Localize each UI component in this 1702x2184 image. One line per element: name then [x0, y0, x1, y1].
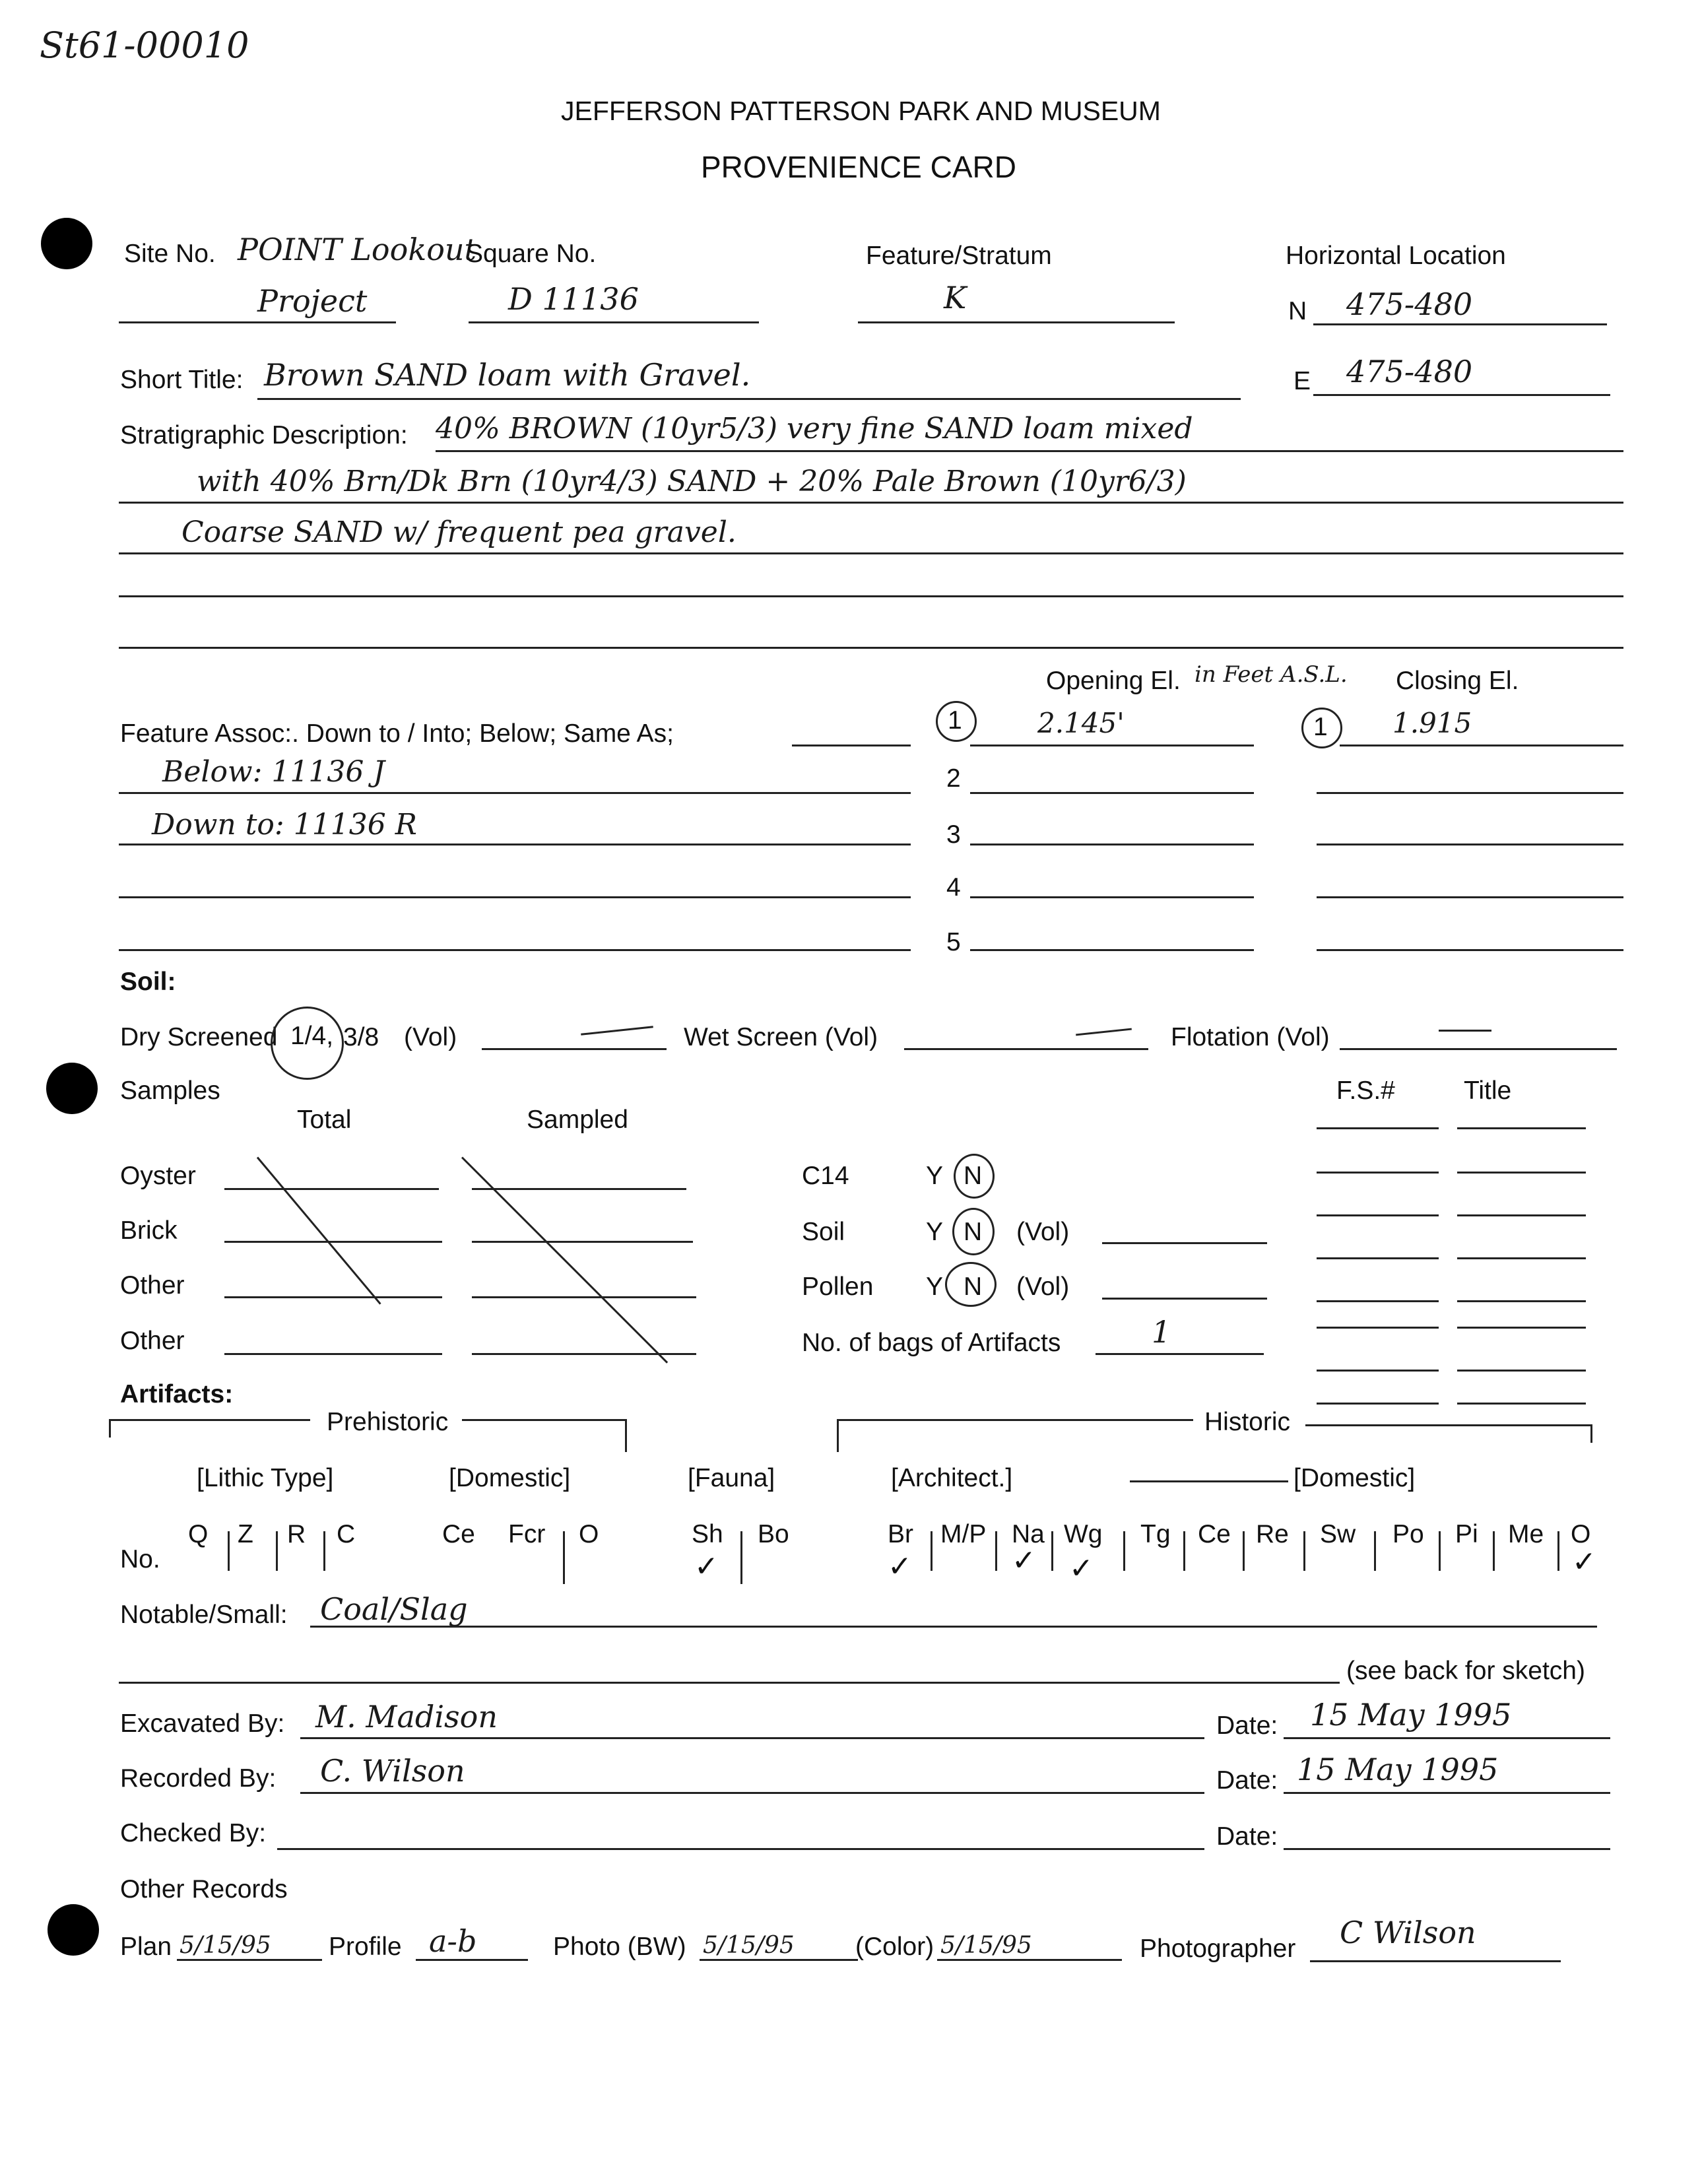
code-pi: Pi — [1455, 1520, 1478, 1548]
feature-line — [858, 321, 1175, 323]
wet-screen-label: Wet Screen (Vol) — [684, 1023, 878, 1051]
title-line-2 — [1457, 1214, 1586, 1216]
code-divider-15 — [1493, 1531, 1495, 1571]
checked-line — [277, 1848, 1204, 1850]
pollen-label: Pollen — [802, 1273, 874, 1301]
punch-hole-top — [41, 218, 92, 269]
short-title-label: Short Title: — [120, 366, 244, 394]
date-label-3: Date: — [1216, 1822, 1278, 1851]
wet-vol-dash — [1076, 1028, 1132, 1036]
opening-el-1-value[interactable]: 2.145' — [1037, 707, 1125, 739]
prehistoric-bracket-right — [462, 1419, 627, 1421]
fs-line-3 — [1317, 1257, 1439, 1259]
short-title-value[interactable]: Brown SAND loam with Gravel. — [264, 357, 751, 393]
brick-sampled-line — [472, 1241, 693, 1243]
flotation-line — [1340, 1048, 1617, 1050]
code-divider-12 — [1303, 1531, 1305, 1571]
feature-assoc-rule-3 — [119, 896, 911, 898]
square-line — [469, 321, 759, 323]
code-divider-3 — [323, 1531, 325, 1571]
dry-vol-line — [482, 1048, 667, 1050]
code-po: Po — [1392, 1520, 1424, 1548]
code-divider-5 — [740, 1531, 742, 1584]
title-header: Title — [1464, 1076, 1512, 1105]
same-as-line — [792, 745, 911, 746]
c14-n-circle — [954, 1154, 995, 1199]
profile-line — [416, 1959, 528, 1961]
code-br: Br — [888, 1520, 913, 1548]
e-label: E — [1293, 367, 1311, 395]
site-value-1: POINT Lookout — [238, 232, 477, 267]
code-divider-8 — [1051, 1531, 1053, 1571]
total-header: Total — [297, 1106, 352, 1134]
strat-line-3[interactable]: Coarse SAND w/ frequent pea gravel. — [181, 515, 736, 549]
flotation-label: Flotation (Vol) — [1171, 1023, 1330, 1051]
code-fcr: Fcr — [508, 1520, 546, 1548]
feature-stratum-label: Feature/Stratum — [866, 242, 1052, 270]
code-divider-2 — [276, 1531, 278, 1571]
closing-el-4-line — [1317, 896, 1623, 898]
closing-el-5-line — [1317, 949, 1623, 951]
code-divider-16 — [1557, 1531, 1559, 1571]
notable-line — [310, 1626, 1597, 1628]
total-strike — [257, 1157, 381, 1305]
checked-label: Checked By: — [120, 1819, 267, 1847]
closing-el-1-value[interactable]: 1.915 — [1392, 707, 1472, 739]
feature-stratum-value[interactable]: K — [944, 280, 967, 315]
notable-line-2 — [119, 1682, 1340, 1684]
lithic-type-label: [Lithic Type] — [197, 1464, 334, 1492]
punch-hole-middle — [46, 1063, 98, 1114]
strat-rule-3 — [119, 552, 1623, 554]
historic-label: Historic — [1204, 1408, 1291, 1436]
title-header-line — [1457, 1127, 1586, 1129]
date-label-1: Date: — [1216, 1711, 1278, 1740]
check-sh[interactable]: ✓ — [694, 1550, 719, 1583]
check-br[interactable]: ✓ — [888, 1550, 912, 1583]
flotation-dash — [1439, 1030, 1491, 1032]
fs-line-2 — [1317, 1214, 1439, 1216]
soil-n[interactable]: N — [964, 1218, 983, 1246]
code-z: Z — [238, 1520, 253, 1548]
date-line-3 — [1284, 1848, 1610, 1850]
fauna-label: [Fauna] — [688, 1464, 775, 1492]
historic-bracket-right-tick — [1590, 1424, 1592, 1443]
other-1-total-line — [224, 1296, 442, 1298]
pollen-vol-line — [1102, 1298, 1267, 1300]
check-o-hist[interactable]: ✓ — [1572, 1545, 1596, 1579]
code-divider-7 — [995, 1531, 997, 1571]
strat-rule-5 — [119, 647, 1623, 649]
n-line — [1313, 323, 1607, 325]
excavated-line — [300, 1737, 1204, 1739]
strat-rule-1 — [436, 450, 1623, 452]
strat-line-2[interactable]: with 40% Brn/Dk Brn (10yr4/3) SAND + 20% Pale Brown (10yr6/3) — [197, 465, 1187, 498]
sampled-header: Sampled — [527, 1106, 628, 1134]
title-line-4 — [1457, 1300, 1586, 1302]
feature-assoc-line-1[interactable]: Below: 11136 J — [162, 755, 385, 789]
dry-opt-quarter[interactable]: 1/4, — [290, 1022, 334, 1050]
card-title: PROVENIENCE CARD — [701, 150, 1016, 184]
code-re: Re — [1256, 1520, 1289, 1548]
pollen-n[interactable]: N — [964, 1273, 983, 1301]
opening-el-4-line — [970, 896, 1254, 898]
code-divider-9 — [1123, 1531, 1125, 1571]
plan-line — [177, 1959, 322, 1961]
pollen-y[interactable]: Y — [926, 1273, 944, 1301]
strat-rule-2 — [119, 502, 1623, 504]
code-mp: M/P — [940, 1520, 987, 1548]
color-line — [937, 1959, 1122, 1961]
fs-line-5 — [1317, 1327, 1439, 1329]
opening-el-2-line — [970, 792, 1254, 794]
dry-screened-label: Dry Screened — [120, 1023, 278, 1051]
see-back-note: (see back for sketch) — [1346, 1657, 1585, 1685]
notable-value[interactable]: Coal/Slag — [320, 1591, 468, 1627]
c14-y[interactable]: Y — [926, 1162, 944, 1190]
check-na[interactable]: ✓ — [1012, 1544, 1036, 1577]
profile-label: Profile — [329, 1933, 402, 1961]
domestic-hist-line — [1130, 1480, 1288, 1482]
brick-label: Brick — [120, 1216, 178, 1245]
fs-line-6 — [1317, 1370, 1439, 1372]
date-value-1[interactable]: 15 May 1995 — [1310, 1697, 1512, 1733]
color-label: (Color) — [855, 1933, 934, 1961]
prehistoric-label: Prehistoric — [327, 1408, 449, 1436]
soil-label: Soil: — [120, 968, 176, 996]
recorded-label: Recorded By: — [120, 1764, 277, 1793]
photographer-label: Photographer — [1140, 1935, 1296, 1963]
feature-assoc-rule-2 — [119, 844, 911, 845]
square-value[interactable]: D 11136 — [508, 281, 639, 317]
wet-vol-line — [904, 1048, 1148, 1050]
date-label-2: Date: — [1216, 1766, 1278, 1795]
code-divider-11 — [1243, 1531, 1245, 1571]
horizontal-location-label: Horizontal Location — [1286, 242, 1506, 270]
punch-hole-bottom — [48, 1904, 99, 1956]
strat-line-1[interactable]: 40% BROWN (10yr5/3) very fine SAND loam mixed — [436, 412, 1193, 446]
square-label: Square No. — [466, 240, 597, 268]
stamp-id: St61-00010 — [40, 24, 249, 66]
historic-bracket-left — [837, 1419, 1193, 1421]
pollen-n-circle — [945, 1262, 997, 1307]
feature-assoc-line-2[interactable]: Down to: 11136 R — [152, 808, 417, 842]
date-line-2 — [1284, 1792, 1610, 1794]
bags-value[interactable]: 1 — [1152, 1314, 1171, 1350]
closing-el-3-line — [1317, 844, 1623, 845]
other-2-label: Other — [120, 1327, 185, 1355]
code-divider-4 — [563, 1531, 565, 1584]
code-ce-hist: Ce — [1198, 1520, 1231, 1548]
code-divider-13 — [1374, 1531, 1376, 1571]
plan-label: Plan — [120, 1933, 172, 1961]
code-divider-6 — [931, 1531, 933, 1571]
code-sw: Sw — [1320, 1520, 1356, 1548]
code-wg: Wg — [1064, 1520, 1103, 1548]
n-label: N — [1288, 297, 1307, 325]
opening-row-1-num: 1 — [948, 706, 962, 735]
fs-line-1 — [1317, 1172, 1439, 1174]
color-value[interactable]: 5/15/95 — [940, 1932, 1032, 1959]
code-sh: Sh — [692, 1520, 723, 1548]
code-divider-10 — [1183, 1531, 1185, 1571]
plan-value[interactable]: 5/15/95 — [180, 1932, 271, 1959]
site-value-2: Project — [257, 283, 368, 319]
opening-el-5-line — [970, 949, 1254, 951]
notable-label: Notable/Small: — [120, 1601, 288, 1629]
prehistoric-bracket-left — [109, 1419, 310, 1421]
profile-value[interactable]: a-b — [429, 1923, 477, 1959]
soil-vol-line — [1102, 1242, 1267, 1244]
feature-assoc-rule-4 — [119, 949, 911, 951]
closing-el-1-line — [1340, 745, 1623, 746]
soil-vol-label: (Vol) — [1016, 1218, 1070, 1246]
c14-n[interactable]: N — [964, 1162, 983, 1190]
site-label: Site No. — [124, 240, 216, 268]
feature-assoc-rule-1 — [119, 792, 911, 794]
code-o-hist: O — [1571, 1520, 1591, 1548]
historic-bracket-left-tick — [837, 1419, 839, 1452]
artifacts-label: Artifacts: — [120, 1380, 234, 1408]
elev-row-2-num: 2 — [946, 764, 961, 793]
photo-bw-line — [700, 1959, 858, 1961]
code-tg: Tg — [1140, 1520, 1171, 1548]
code-q: Q — [188, 1520, 209, 1548]
strat-rule-4 — [119, 595, 1623, 597]
check-wg[interactable]: ✓ — [1069, 1552, 1094, 1585]
closing-el-label: Closing El. — [1396, 667, 1519, 695]
e-value[interactable]: 475-480 — [1346, 354, 1473, 389]
code-na: Na — [1012, 1520, 1045, 1548]
soil-sample-label: Soil — [802, 1218, 845, 1246]
date-line-1 — [1284, 1737, 1610, 1739]
code-r: R — [287, 1520, 306, 1548]
dry-vol-label: (Vol) — [404, 1023, 457, 1051]
other-2-total-line — [224, 1353, 442, 1355]
other-records-label: Other Records — [120, 1875, 288, 1903]
opening-el-note: in Feet A.S.L. — [1195, 661, 1348, 688]
dry-opt-quarter-circle — [271, 1007, 344, 1080]
other-1-sampled-line — [472, 1296, 696, 1298]
pollen-vol-label: (Vol) — [1016, 1273, 1070, 1301]
title-line-6 — [1457, 1370, 1586, 1372]
samples-label: Samples — [120, 1076, 220, 1105]
code-divider-1 — [228, 1531, 230, 1571]
opening-el-label: Opening El. — [1046, 667, 1181, 695]
dry-opt-3-8[interactable]: 3/8 — [343, 1023, 379, 1051]
closing-row-1-num: 1 — [1313, 713, 1328, 741]
bags-line — [1096, 1353, 1264, 1355]
soil-y[interactable]: Y — [926, 1218, 944, 1246]
institution-title: JEFFERSON PATTERSON PARK AND MUSEUM — [561, 96, 1161, 126]
strat-label: Stratigraphic Description: — [120, 421, 408, 449]
title-line-1 — [1457, 1172, 1586, 1174]
code-bo: Bo — [758, 1520, 789, 1548]
photographer-line — [1310, 1960, 1561, 1962]
date-value-2[interactable]: 15 May 1995 — [1297, 1752, 1499, 1787]
code-divider-14 — [1439, 1531, 1441, 1571]
fs-header-line — [1317, 1127, 1439, 1129]
other-1-label: Other — [120, 1271, 185, 1300]
site-line — [119, 321, 396, 323]
title-line-7 — [1457, 1403, 1586, 1405]
fs-line-4 — [1317, 1300, 1439, 1302]
e-line — [1313, 394, 1610, 396]
recorded-line — [300, 1792, 1204, 1794]
photo-bw-label: Photo (BW) — [553, 1933, 686, 1961]
historic-bracket-right — [1305, 1424, 1592, 1426]
elev-row-5-num: 5 — [946, 928, 961, 956]
code-ce-pre: Ce — [442, 1520, 475, 1548]
oyster-total-line — [224, 1188, 439, 1190]
dry-vol-dash — [581, 1026, 653, 1035]
domestic-pre-label: [Domestic] — [449, 1464, 571, 1492]
opening-el-1-line — [970, 745, 1254, 746]
closing-el-2-line — [1317, 792, 1623, 794]
elev-row-3-num: 3 — [946, 820, 961, 849]
prehistoric-bracket-left-tick — [109, 1419, 111, 1438]
domestic-hist-label: [Domestic] — [1293, 1464, 1416, 1492]
code-c: C — [337, 1520, 356, 1548]
oyster-label: Oyster — [120, 1162, 196, 1190]
short-title-line — [257, 398, 1241, 400]
photographer-value[interactable]: C Wilson — [1340, 1915, 1476, 1950]
title-line-3 — [1457, 1257, 1586, 1259]
prehistoric-bracket-right-tick — [625, 1419, 627, 1452]
feature-assoc-label: Feature Assoc:. Down to / Into; Below; Same As; — [120, 719, 674, 748]
code-me: Me — [1508, 1520, 1544, 1548]
architect-label: [Architect.] — [891, 1464, 1013, 1492]
fs-line-7 — [1317, 1403, 1439, 1405]
code-o-pre: O — [579, 1520, 599, 1548]
brick-total-line — [224, 1241, 442, 1243]
oyster-sampled-line — [472, 1188, 686, 1190]
fs-number-header: F.S.# — [1336, 1076, 1395, 1105]
c14-label: C14 — [802, 1162, 849, 1190]
recorded-value[interactable]: C. Wilson — [320, 1753, 465, 1789]
soil-n-circle — [952, 1208, 995, 1255]
title-line-5 — [1457, 1327, 1586, 1329]
bags-label: No. of bags of Artifacts — [802, 1329, 1061, 1357]
artifact-no-label: No. — [120, 1545, 160, 1573]
opening-el-3-line — [970, 844, 1254, 845]
elev-row-4-num: 4 — [946, 873, 961, 902]
other-2-sampled-line — [472, 1353, 696, 1355]
excavated-label: Excavated By: — [120, 1709, 285, 1738]
excavated-value[interactable]: M. Madison — [315, 1699, 498, 1735]
n-value[interactable]: 475-480 — [1346, 286, 1473, 322]
photo-bw-value[interactable]: 5/15/95 — [703, 1932, 795, 1959]
